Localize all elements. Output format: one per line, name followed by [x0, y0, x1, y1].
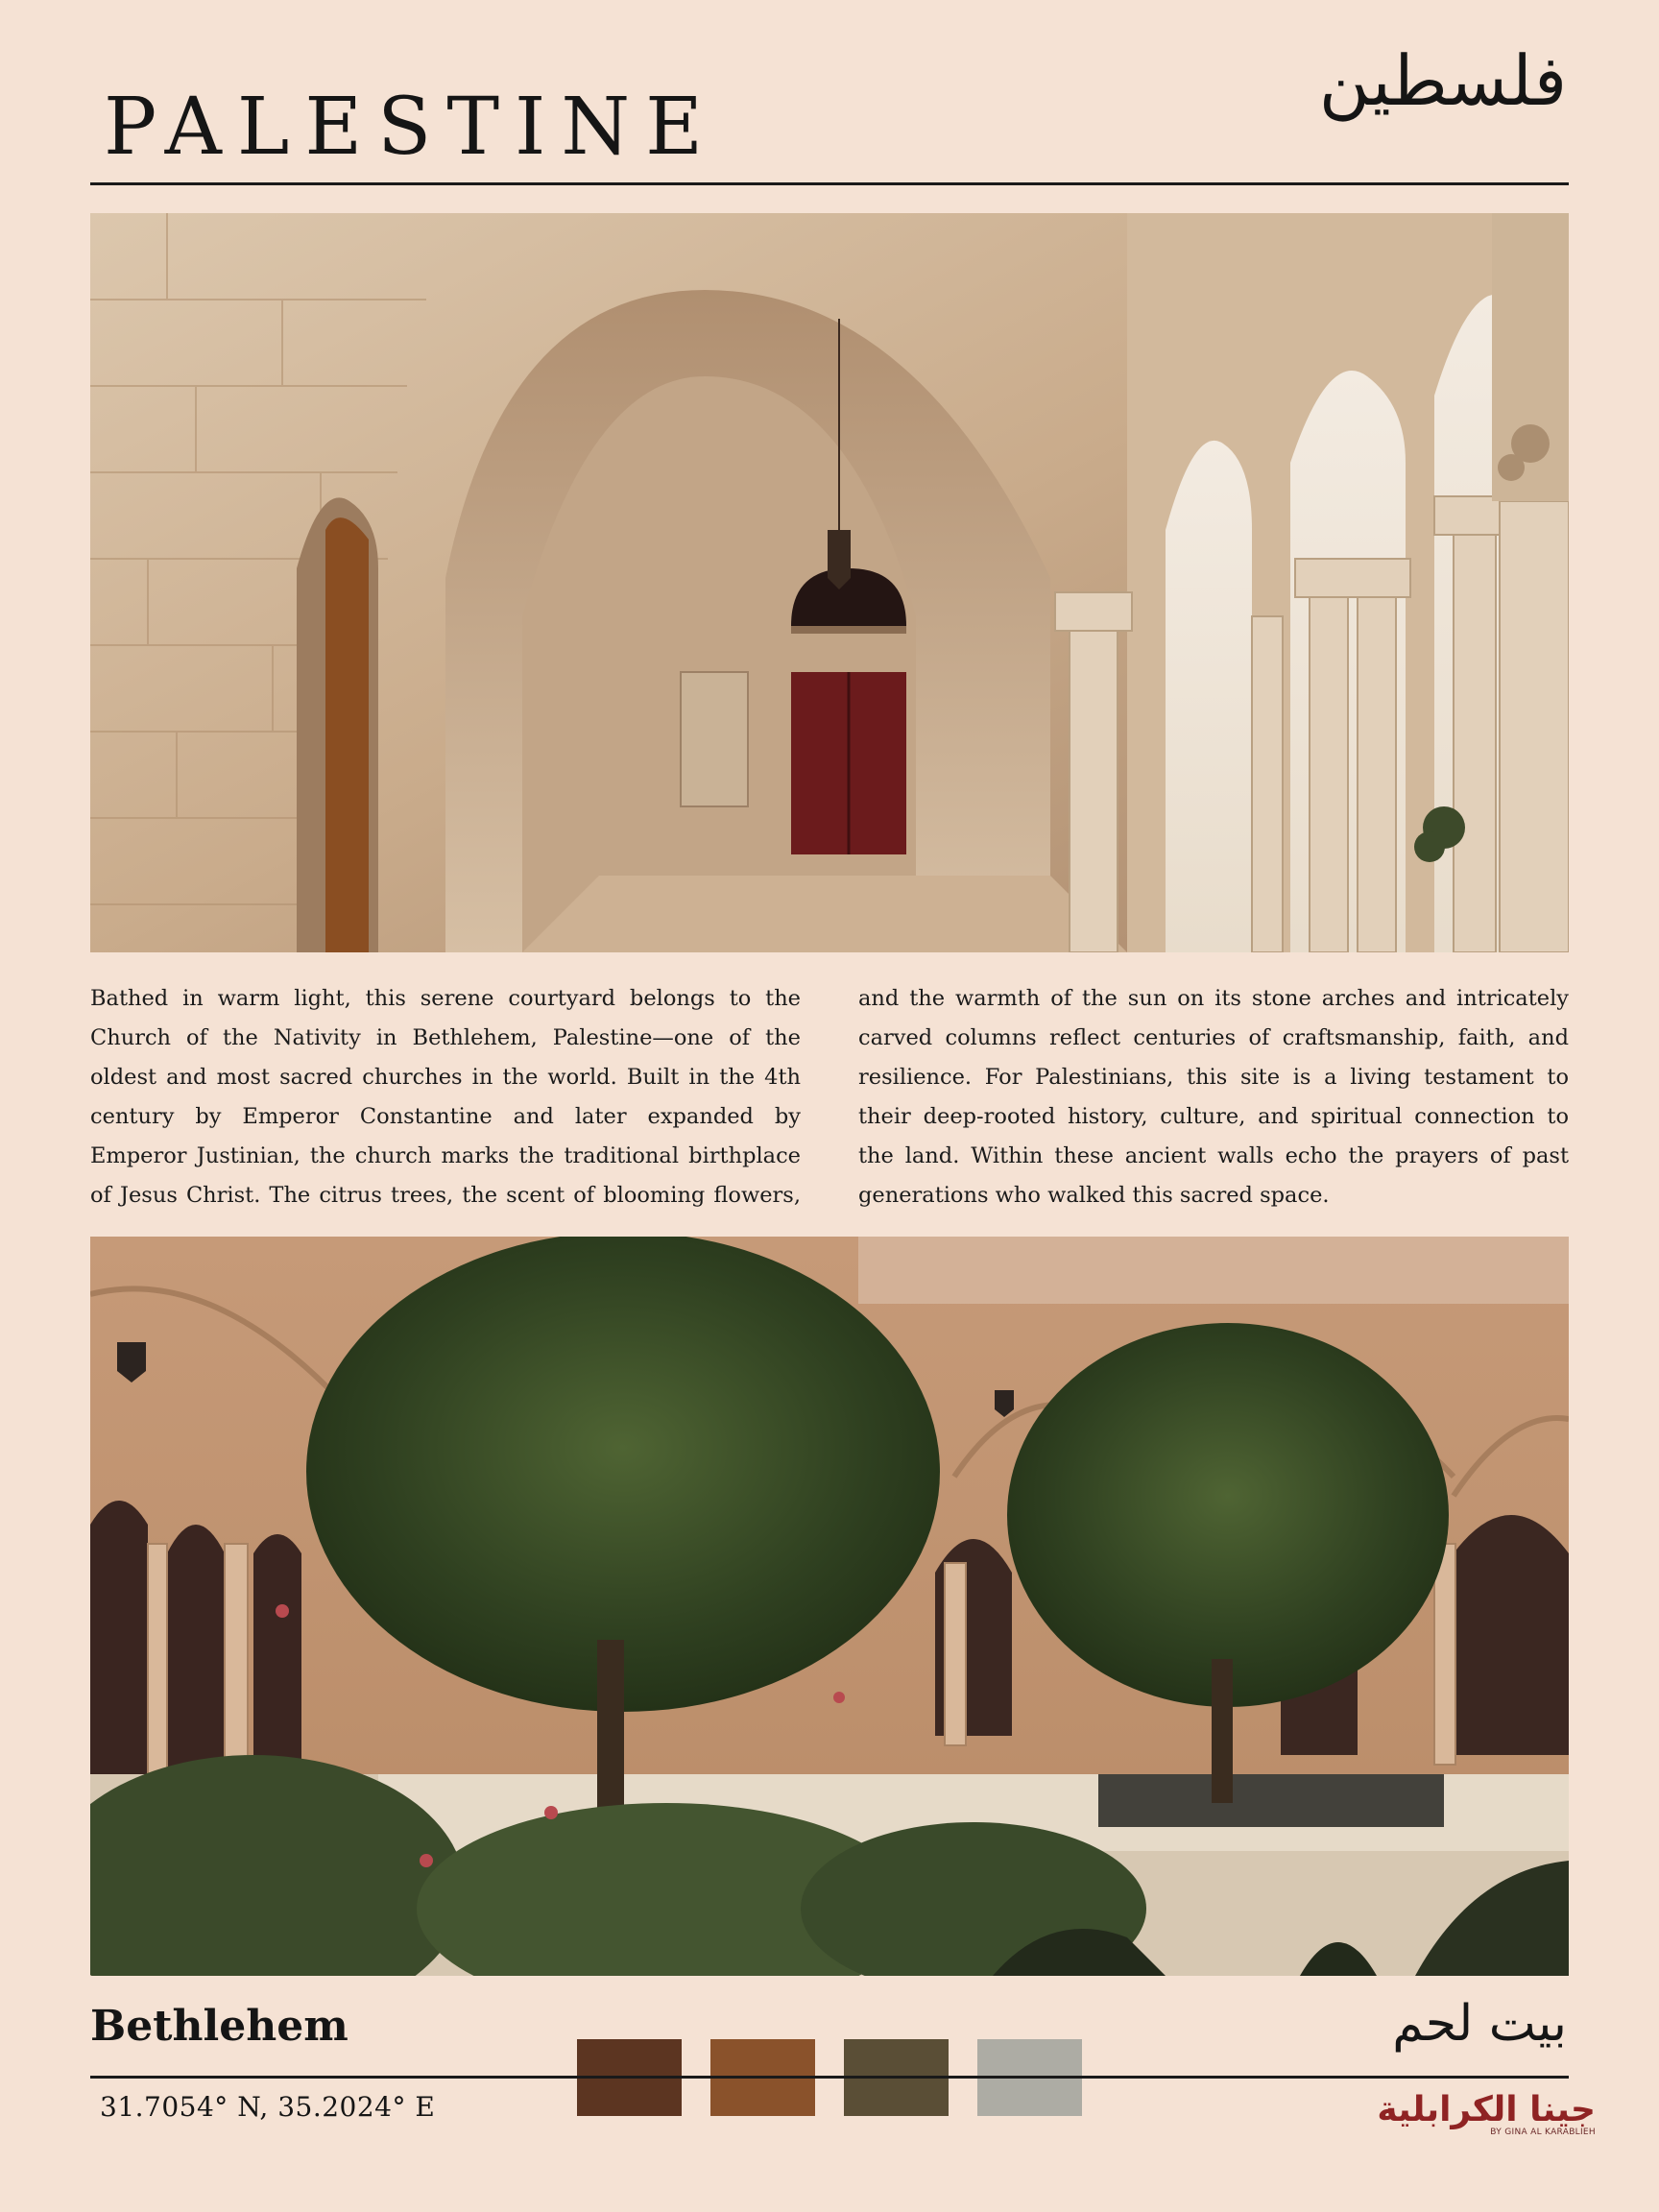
artist-signature-english: BY GINA AL KARABLIEH — [1490, 2128, 1596, 2137]
artist-signature — [1377, 2090, 1596, 2137]
page-title: PALESTINE — [104, 82, 719, 173]
artist-signature-arabic: جينا الكرابلية — [1377, 2090, 1596, 2129]
description-text: Bathed in warm light, this serene courtyard belongs to the Church of the Nativity in Bethlehem, Palestine—one of the oldest and most sacred churches in the world. Built in the 4th century by Emperor Constantine and later expanded by Emperor Justinian, the church marks the traditional birthplace of Jesus Christ. The citrus trees, the scent of blooming flowers, and the warmth of the sun on its stone arches and intricately carved columns reflect centuries of craftsmanship, faith, and resilience. For Palestinians, this site is a living testament to their deep-rooted history, culture, and spiritual connection to the land. Within these ancient walls echo the prayers of past generations who walked this sacred space. — [90, 986, 1569, 1208]
arabic-calligraphy-title: فلسطين — [1318, 40, 1567, 121]
coordinates: 31.7054° N, 35.2024° E — [100, 2091, 436, 2123]
cloister-arches-photo — [90, 213, 1569, 952]
header-divider — [90, 182, 1569, 185]
city-name-arabic: بيت لحم — [1392, 1995, 1567, 2053]
courtyard-garden-photo — [90, 1237, 1569, 1976]
footer-divider — [90, 2076, 1569, 2079]
city-name: Bethlehem — [90, 2002, 349, 2051]
